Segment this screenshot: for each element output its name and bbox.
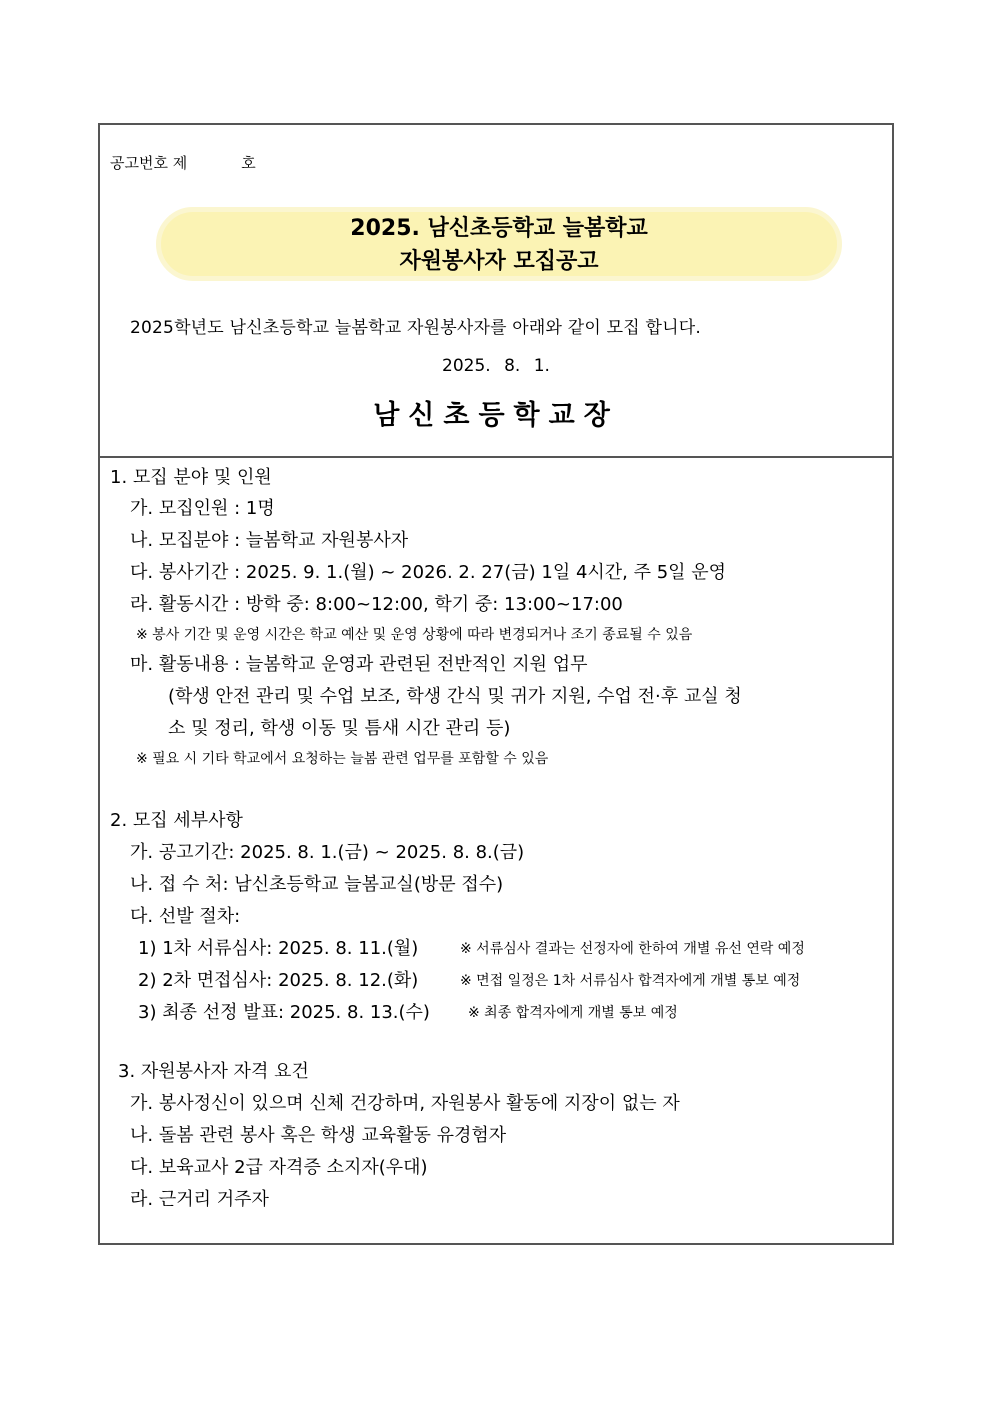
notice-frame [98,123,894,1245]
section2-step-1: 1) 1차 서류심사: 2025. 8. 11.(월) [138,938,419,959]
section2-item-da: 다. 선발 절차: [130,906,241,927]
section1-note-1: ※ 봉사 기간 및 운영 시간은 학교 예산 및 운영 상황에 따라 변경되거나 조기 종료될 수 있음 [136,627,693,643]
section2-heading: 2. 모집 세부사항 [110,810,243,831]
notice-number-suffix: 호 [241,154,256,172]
section1-heading: 1. 모집 분야 및 인원 [110,467,272,488]
section2-item-na: 나. 접 수 처: 남신초등학교 늘봄교실(방문 접수) [130,874,504,895]
section1-item-da: 다. 봉사기간 : 2025. 9. 1.(월) ~ 2026. 2. 27(금) 1일 4시간, 주 5일 운영 [130,562,727,583]
section1-note-2: ※ 필요 시 기타 학교에서 요청하는 늘봄 관련 업무를 포함할 수 있음 [136,751,549,767]
title-banner [156,207,842,281]
section3-item-ga: 가. 봉사정신이 있으며 신체 건강하며, 자원봉사 활동에 지장이 없는 자 [130,1093,680,1114]
section3-item-na: 나. 돌봄 관련 봉사 혹은 학생 교육활동 유경험자 [130,1125,507,1146]
section1-item-ra: 라. 활동시간 : 방학 중: 8:00~12:00, 학기 중: 13:00~17:00 [130,594,623,615]
title-line-1: 2025. 남신초등학교 늘봄학교 [350,216,648,241]
intro-text: 2025학년도 남신초등학교 늘봄학교 자원봉사자를 아래와 같이 모집 합니다. [130,318,701,338]
section2-item-ga: 가. 공고기간: 2025. 8. 1.(금) ~ 2025. 8. 8.(금) [130,842,525,863]
section2-step-2-note: ※ 면접 일정은 1차 서류심사 합격자에게 개별 통보 예정 [460,973,801,989]
section2-step-2: 2) 2차 면접심사: 2025. 8. 12.(화) [138,970,419,991]
principal-signature: 남신초등학교장 [373,400,619,431]
section1-item-ma-detail-1: (학생 안전 관리 및 수업 보조, 학생 간식 및 귀가 지원, 수업 전·후 교실 청 [168,686,742,707]
section2-step-3-note: ※ 최종 합격자에게 개별 통보 예정 [468,1005,678,1021]
section3-item-ra: 라. 근거리 거주자 [130,1189,269,1210]
section3-heading: 3. 자원봉사자 자격 요건 [118,1061,309,1082]
notice-number [110,152,256,173]
title-line-2: 자원봉사자 모집공고 [399,249,599,274]
section1-item-ma: 마. 활동내용 : 늘봄학교 운영과 관련된 전반적인 지원 업무 [130,654,588,675]
section1-item-ma-detail-2: 소 및 정리, 학생 이동 및 틈새 시간 관리 등) [168,718,511,739]
section1-item-na: 나. 모집분야 : 늘봄학교 자원봉사자 [130,530,409,551]
notice-date: 2025. 8. 1. [442,356,550,376]
section2-step-3: 3) 최종 선정 발표: 2025. 8. 13.(수) [138,1002,430,1023]
notice-number-label: 공고번호 제 [110,154,188,172]
section1-item-ga: 가. 모집인원 : 1명 [130,498,275,519]
section2-step-1-note: ※ 서류심사 결과는 선정자에 한하여 개별 유선 연락 예정 [460,941,805,957]
section3-item-da: 다. 보육교사 2급 자격증 소지자(우대) [130,1157,428,1178]
section-divider [100,456,892,458]
